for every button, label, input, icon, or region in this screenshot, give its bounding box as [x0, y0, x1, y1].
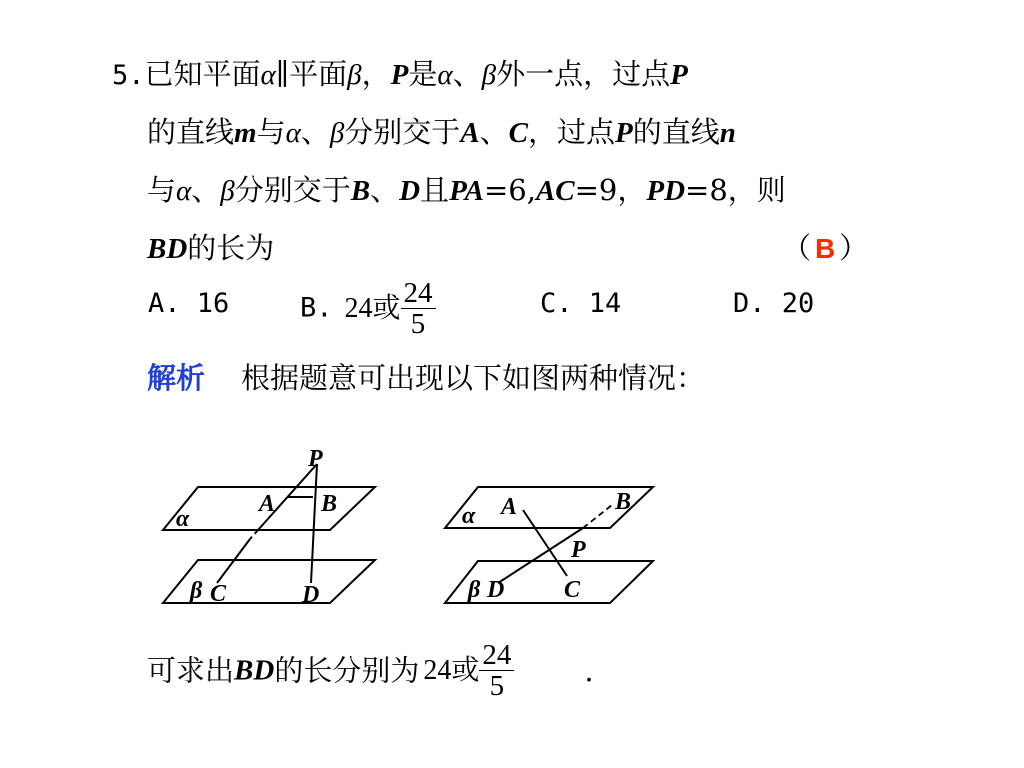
- label-beta: β: [190, 578, 203, 604]
- line-n: [311, 464, 317, 583]
- label-b: B: [321, 491, 338, 517]
- problem-line-2: 的直线m与α、β分别交于A、C，过点P的直线n: [147, 115, 736, 149]
- answer-letter: B: [815, 233, 836, 264]
- problem-number: 5.: [112, 60, 145, 91]
- label-p: P: [308, 446, 323, 472]
- label-beta: β: [468, 577, 481, 603]
- option-a: A. 16: [148, 288, 230, 319]
- option-d: D. 20: [733, 288, 815, 319]
- figure-2: [440, 480, 665, 610]
- label-a: A: [501, 494, 518, 520]
- analysis-line: [147, 360, 705, 396]
- line-m-dashed: [250, 530, 258, 539]
- line-n-dashed: [583, 505, 612, 528]
- label-b: B: [615, 489, 632, 515]
- figure-1: [150, 440, 390, 615]
- conclusion-line: 可求出BD的长分别为 24或 $\frac{24}{5}$ .: [147, 639, 594, 702]
- option-c: C. 14: [540, 288, 622, 319]
- analysis-label: 解析: [147, 361, 206, 395]
- answer-bracket: （ B ）: [782, 231, 869, 265]
- label-alpha: α: [462, 503, 476, 529]
- problem-line-4: BD的长为: [147, 231, 275, 265]
- option-b: B. 24或 $\frac{24}{5}$: [300, 278, 436, 339]
- problem-line-1: 5.已知平面α∥平面β，P是α、β外一点，过点P: [112, 57, 688, 91]
- analysis-text: 根据题意可出现以下如图两种情况：: [241, 361, 706, 395]
- label-p: P: [571, 537, 586, 563]
- label-c: C: [564, 577, 581, 603]
- problem-line-3: 与α、β分别交于B、D且PA=6,AC=9，PD=8，则: [147, 173, 786, 207]
- option-b-fraction: $\frac{24}{5}$: [401, 278, 436, 339]
- label-alpha: α: [176, 506, 190, 532]
- conclusion-fraction: $\frac{24}{5}$: [479, 640, 514, 701]
- label-d: D: [302, 582, 320, 608]
- label-a: A: [259, 491, 276, 517]
- label-d: D: [487, 577, 505, 603]
- label-c: C: [210, 581, 227, 607]
